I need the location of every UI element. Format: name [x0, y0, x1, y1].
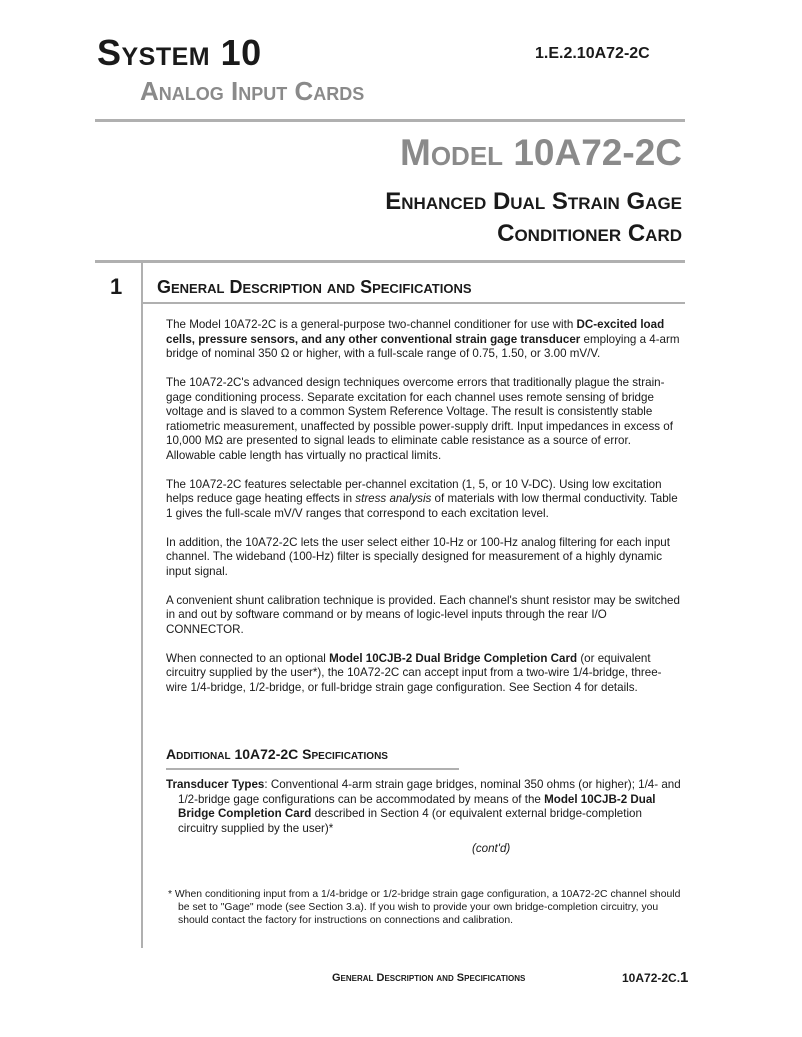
section-divider — [141, 263, 143, 948]
product-title-line2: Conditioner Card — [497, 220, 682, 247]
paragraph-1-text-c: employing a 4-arm bridge of nominal 350 Ω or higher, with a full-scale range of 0.75, 1.50, or 3.00 mV/V. — [166, 332, 680, 360]
paragraph-3-text-a: The 10A72-2C features selectable per-channel excitation (1, 5, or 10 V-DC). Using low excitation helps reduce gage heating effects in — [166, 477, 662, 505]
model-title: Model 10A72-2C — [400, 132, 682, 173]
footnote-text: * When conditioning input from a 1/4-bridge or 1/2-bridge strain gage configuration, a 10A72-2C channel should be set to "Gage" mode (see Section 3.a). If you wish to provide your own bridge-completion circuitry, you should contact the factory for instructions on connections and calibration. — [168, 889, 681, 927]
section-number: 1 — [110, 274, 123, 299]
spec-item — [166, 778, 682, 836]
spec-text-a: : Conventional 4-arm strain gage bridges, nominal 350 ohms (or higher); 1/4- and 1/2-bridge gage configurations can be accommodated by means of the — [178, 778, 681, 806]
paragraph-4: In addition, the 10A72-2C lets the user select either 10-Hz or 100-Hz analog filtering for each input channel. The wideband (100-Hz) filter is specially designed for measurement of a highly dynamic input signal. — [166, 535, 670, 578]
title-rule — [95, 260, 685, 263]
subsection-rule — [166, 768, 459, 770]
spec-text-c: described in Section 4 (or equivalent external bridge-completion circuitry supplied by the user)* — [178, 807, 642, 835]
paragraph-1 — [166, 318, 682, 362]
paragraph-6-text-a: When connected to an optional — [166, 651, 330, 665]
paragraph-5: A convenient shunt calibration technique is provided. Each channel's shunt resistor may be switched in and out by software command or by means of logic-level inputs through the rear I/O CONNECTOR. — [166, 593, 680, 636]
paragraph-6 — [166, 652, 682, 696]
footer-page-prefix: 10A72-2C. — [622, 971, 681, 985]
paragraph-1-bold: DC-excited load cells, pressure sensors, and any other conventional strain gage transducer — [166, 318, 665, 346]
spec-text-bold: Model 10CJB-2 Dual Bridge Completion Card — [178, 792, 656, 820]
subsection-title: Additional 10A72-2C Specifications — [166, 746, 388, 762]
product-title — [385, 186, 682, 250]
system-title: System 10 — [97, 32, 262, 73]
paragraph-6-bold: Model 10CJB-2 Dual Bridge Completion Card — [329, 651, 578, 665]
paragraph-6-text-c: (or equivalent circuitry supplied by the user*), the 10A72-2C can accept input from a two-wire 1/4-bridge, three-wire 1/4-bridge, 1/2-bridge, or full-bridge strain gage configuration. See Section 4 for details. — [166, 651, 662, 694]
paragraph-3-italic: stress analysis — [355, 492, 432, 505]
footnote — [168, 888, 683, 928]
footer-page-number — [622, 969, 688, 986]
header-rule — [95, 119, 685, 122]
spec-label: Transducer Types — [166, 778, 265, 791]
body-text — [166, 318, 682, 710]
section-title: General Description and Specifications — [157, 277, 472, 297]
product-title-line1: Enhanced Dual Strain Gage — [385, 188, 682, 215]
series-title: Analog Input Cards — [140, 76, 365, 106]
footer-page-digit: 1 — [680, 969, 689, 986]
paragraph-1-text-a: The Model 10A72-2C is a general-purpose two-channel conditioner for use with — [166, 318, 577, 331]
footer-section-title: General Description and Specifications — [332, 972, 526, 984]
section-rule — [141, 302, 685, 304]
spec-transducer-types — [166, 778, 682, 836]
paragraph-3-text-c: of materials with low thermal conductivity. Table 1 gives the full-scale mV/V ranges that correspond to each excitation level. — [166, 492, 678, 520]
paragraph-3 — [166, 478, 682, 522]
paragraph-2: The 10A72-2C's advanced design techniques overcome errors that traditionally plague the strain-gage conditioning process. Separate excitation for each channel uses remote sensing of bridge voltage and is slaved to a common System Reference Voltage. The result is consistently stable ratiometric measurement, unaffected by possible power-supply drift. Input impedances in excess of 10,000 MΩ are presented to signal leads to eliminate cable resistance as a source of error. Allowable cable length has virtually no practical limits. — [166, 376, 673, 462]
document-code: 1.E.2.10A72-2C — [535, 45, 650, 62]
continued-label: (cont'd) — [472, 842, 511, 855]
